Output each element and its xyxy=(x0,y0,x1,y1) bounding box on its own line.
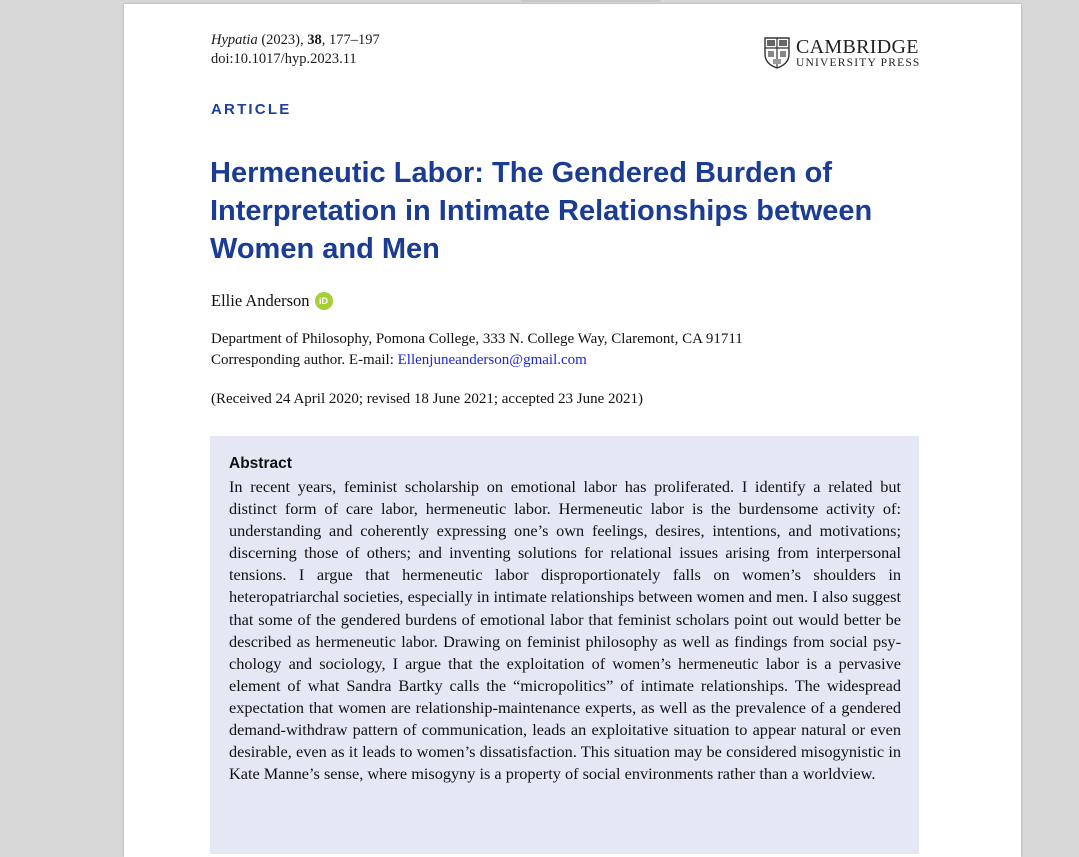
abstract-text: In recent years, feminist scholarship on emotional labor has proliferated. I identify a related but distinct form of care labor, hermeneutic labor. Hermeneutic labor is the burdensome activity of: understanding and coherently expressing one’s own feelings, desires, intentions, and motivations; discerning those of others; and inventing solutions for relational issues arising from interpersonal tensions. I argue that hermeneutic labor disproportionately falls on women’s shoulders in heteropatriarchal societies, especially in intimate relationships between women and men. I also suggest that some of the gendered burdens of emotional labor that feminist scholars point out would better be described as hermeneutic labor. Drawing on feminist philosophy as well as findings from social psychology and sociology, I argue that the exploitation of women’s hermeneutic labor is a pervasive element of what Sandra Bartky calls the “micropolitics” of intimate relationships. The widespread expectation that women are relationship-maintenance experts, as well as the prevalence of a gendered demand-withdraw pattern of communication, leads an exploitative situation to appear natural or even desirable, even as it leads to women’s dissatisfaction. This situation may be considered misogynistic in Kate Manne’s sense, where misogyny is a property of social environments rather than a worldview. xyxy=(229,477,901,784)
author-name: Ellie Anderson xyxy=(211,291,310,310)
received-dates: (Received 24 April 2020; revised 18 June 2021; accepted 23 June 2021) xyxy=(211,391,643,407)
pdf-page xyxy=(124,4,1021,857)
email-link[interactable]: Ellenjuneanderson@gmail.com xyxy=(397,352,587,368)
article-type-label: ARTICLE xyxy=(211,101,292,118)
journal-citation-line xyxy=(211,31,380,50)
orcid-icon[interactable]: iD xyxy=(315,292,333,310)
shield-icon xyxy=(764,37,790,69)
journal-citation xyxy=(211,31,380,69)
abstract-heading: Abstract xyxy=(229,455,292,472)
doi: doi:10.1017/hyp.2023.11 xyxy=(211,51,357,67)
abstract-box xyxy=(210,436,919,854)
scroll-position-indicator xyxy=(521,0,661,2)
journal-name: Hypatia xyxy=(211,32,258,48)
cambridge-logo xyxy=(764,36,921,70)
department: Department of Philosophy, Pomona College, 333 N. College Way, Claremont, CA 91711 xyxy=(211,331,743,347)
author-line xyxy=(211,291,333,311)
corresponding-author xyxy=(211,350,743,371)
affiliation xyxy=(211,329,743,371)
publisher-name: CAMBRIDGE xyxy=(796,35,919,58)
journal-pages: , 177–197 xyxy=(321,32,380,48)
publisher-subname: UNIVERSITY PRESS xyxy=(796,56,921,69)
journal-volume: 38 xyxy=(307,32,322,48)
journal-year: (2023), xyxy=(257,32,308,48)
corresponding-label: Corresponding author. E-mail: xyxy=(211,352,398,368)
article-title: Hermeneutic Labor: The Gendered Burden of Interpretation in Intimate Relationships between Women and Men xyxy=(210,157,873,265)
